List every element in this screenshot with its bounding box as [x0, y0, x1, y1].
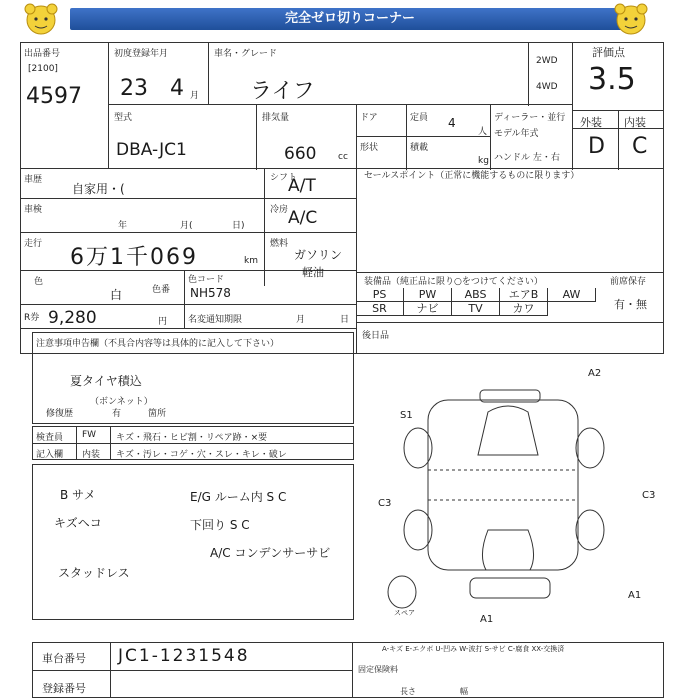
inspection-day: 日) — [232, 221, 245, 231]
mileage-unit: km — [244, 256, 258, 266]
fuel-diesel: 軽油 — [302, 266, 324, 279]
displacement-label: 排気量 — [262, 113, 290, 123]
shape-label: 形状 — [360, 143, 379, 153]
door-label: ドア — [360, 113, 378, 123]
inspection-month: 月( — [180, 221, 193, 231]
color-code: NH578 — [190, 286, 231, 300]
equipment-item: AW — [548, 288, 596, 302]
usage: 自家用・( — [72, 182, 125, 196]
model-year-label: モデル年式 — [494, 129, 539, 139]
load-unit: kg — [478, 156, 489, 166]
fuel-label: 燃料 — [270, 239, 289, 249]
sales-points-label: セールスポイント（正常に機能するものに限ります） — [364, 171, 580, 181]
displacement-unit: cc — [338, 152, 348, 162]
model-code: DBA-JC1 — [116, 140, 187, 160]
damage-mark: A1 — [628, 590, 642, 601]
shift-label: シフト — [270, 173, 298, 183]
capacity: 4 — [448, 116, 456, 130]
damage-legend: A-キズ E-エクボ U-凹み W-波打 S-サビ C-腐食 XX-交換済 — [382, 645, 565, 653]
interior-grade: C — [632, 134, 648, 159]
inspection-label: 車検 — [24, 205, 43, 215]
registration-year: 23 — [120, 76, 148, 101]
drive-2wd: 2WD — [536, 56, 558, 66]
notes-label: 注意事項申告欄（不具合内容等は具体的に記入して下さい） — [36, 339, 280, 349]
capacity-unit: 人 — [478, 127, 488, 137]
interior-label: 内装 — [624, 116, 646, 129]
inspector-label: 検査員 — [36, 433, 64, 443]
comment-left: キズヘコ — [54, 516, 102, 530]
recycle-unit: 円 — [158, 317, 168, 327]
first-registration-label: 初度登録年月 — [114, 49, 169, 59]
damage-mark: S1 — [400, 410, 413, 421]
chassis-label: 車台番号 — [42, 652, 86, 665]
displacement: 660 — [284, 144, 317, 164]
interior-check-label: 内装 — [82, 450, 101, 460]
comment-left: スタッドレス — [58, 566, 130, 580]
damage-mark: C3 — [642, 490, 656, 501]
exterior-grade: D — [588, 134, 605, 159]
inspection-year: 年 — [118, 221, 128, 231]
spare-tire-label: スペア — [394, 609, 415, 617]
lot-number: 4597 — [26, 84, 82, 109]
score-label: 評価点 — [592, 46, 625, 59]
capacity-label: 定員 — [410, 113, 429, 123]
dealer-label: ディーラー・並行 — [494, 113, 566, 123]
width-label: 幅 — [460, 687, 468, 696]
month-unit: 月 — [190, 91, 200, 101]
repair-note: （ボンネット） — [90, 397, 153, 407]
registration-number-label: 登録番号 — [42, 682, 86, 695]
car-name-label: 車名・グレード — [214, 49, 278, 59]
drive-4wd: 4WD — [536, 82, 558, 92]
exterior-label: 外装 — [580, 116, 602, 129]
mascot-icon — [22, 2, 60, 36]
lot-number-label: 出品番号 — [24, 49, 61, 59]
repair-value: 有 — [112, 409, 122, 419]
chassis-number: JC1-1231548 — [118, 646, 250, 666]
fw-label: FW — [82, 430, 97, 440]
fw-items: キズ・飛石・ヒビ割・リペア跡・×要 — [116, 433, 268, 443]
recycle-amount: 9,280 — [48, 308, 97, 328]
lot-code: [2100] — [28, 64, 58, 74]
name-change-month: 月 — [296, 315, 306, 325]
car-name: ライフ — [250, 79, 315, 104]
color-label: 色 — [34, 277, 44, 287]
damage-mark: A1 — [480, 614, 494, 625]
recycle-label: R券 — [24, 313, 40, 323]
handle-label: ハンドル 左・右 — [494, 153, 560, 163]
ac: A/C — [288, 208, 318, 228]
name-change-day: 日 — [340, 315, 350, 325]
corner-title-banner: 完全ゼロ切りコーナー — [70, 8, 630, 30]
comment-right: E/G ルーム内 S C — [190, 490, 287, 504]
mileage: 6万1千069 — [70, 245, 198, 270]
comment-right: A/C コンデンサーサビ — [210, 546, 331, 560]
equipment-item: PW — [404, 288, 452, 302]
name-change-label: 名変通知期限 — [188, 315, 243, 325]
mascot-icon — [612, 2, 650, 36]
load-label: 積載 — [410, 143, 429, 153]
damage-mark: A2 — [588, 368, 602, 379]
color-code-label: 色コード — [188, 275, 225, 285]
preservation-value: 有・無 — [614, 298, 647, 311]
equipment-grid — [356, 288, 664, 322]
equipment-title: 装備品（純正品に限り○をつけてください） — [364, 277, 543, 287]
score: 3.5 — [588, 62, 636, 97]
equipment-item: ABS — [452, 288, 500, 302]
interior-check-items: キズ・汚レ・コゲ・穴・スレ・キレ・破レ — [116, 450, 287, 460]
comment-left: B サメ — [60, 488, 96, 502]
color-number-label: 色番 — [152, 285, 171, 295]
history-label: 固定保険料 — [358, 665, 398, 674]
equipment-item: PS — [356, 288, 404, 302]
damage-mark: C3 — [378, 498, 392, 509]
equipment-item: SR — [356, 302, 404, 316]
shift: A/T — [288, 176, 316, 196]
fuel-gasoline: ガソリン — [294, 248, 343, 262]
preservation-label: 前席保存 — [610, 277, 647, 287]
equipment-item: ナビ — [404, 302, 452, 316]
ac-label: 冷房 — [270, 205, 289, 215]
comment-right: 下回り S C — [190, 518, 250, 532]
repair-place: 箇所 — [148, 409, 167, 419]
repair-label: 修復歴 — [46, 409, 74, 419]
entry-label: 記入欄 — [36, 450, 64, 460]
mileage-label: 走行 — [24, 239, 43, 249]
equipment-item: TV — [452, 302, 500, 316]
color: 白 — [110, 288, 123, 302]
registration-month: 4 — [170, 76, 184, 101]
equipment-item: エアB — [500, 288, 548, 302]
after-items-label: 後日品 — [362, 331, 390, 341]
notes-text: 夏タイヤ積込 — [70, 374, 142, 388]
model-label: 型式 — [114, 113, 133, 123]
equipment-item: カワ — [500, 302, 548, 316]
vehicle-damage-diagram — [360, 370, 660, 630]
length-label: 長さ — [400, 687, 416, 696]
usage-label: 車歴 — [24, 175, 43, 185]
